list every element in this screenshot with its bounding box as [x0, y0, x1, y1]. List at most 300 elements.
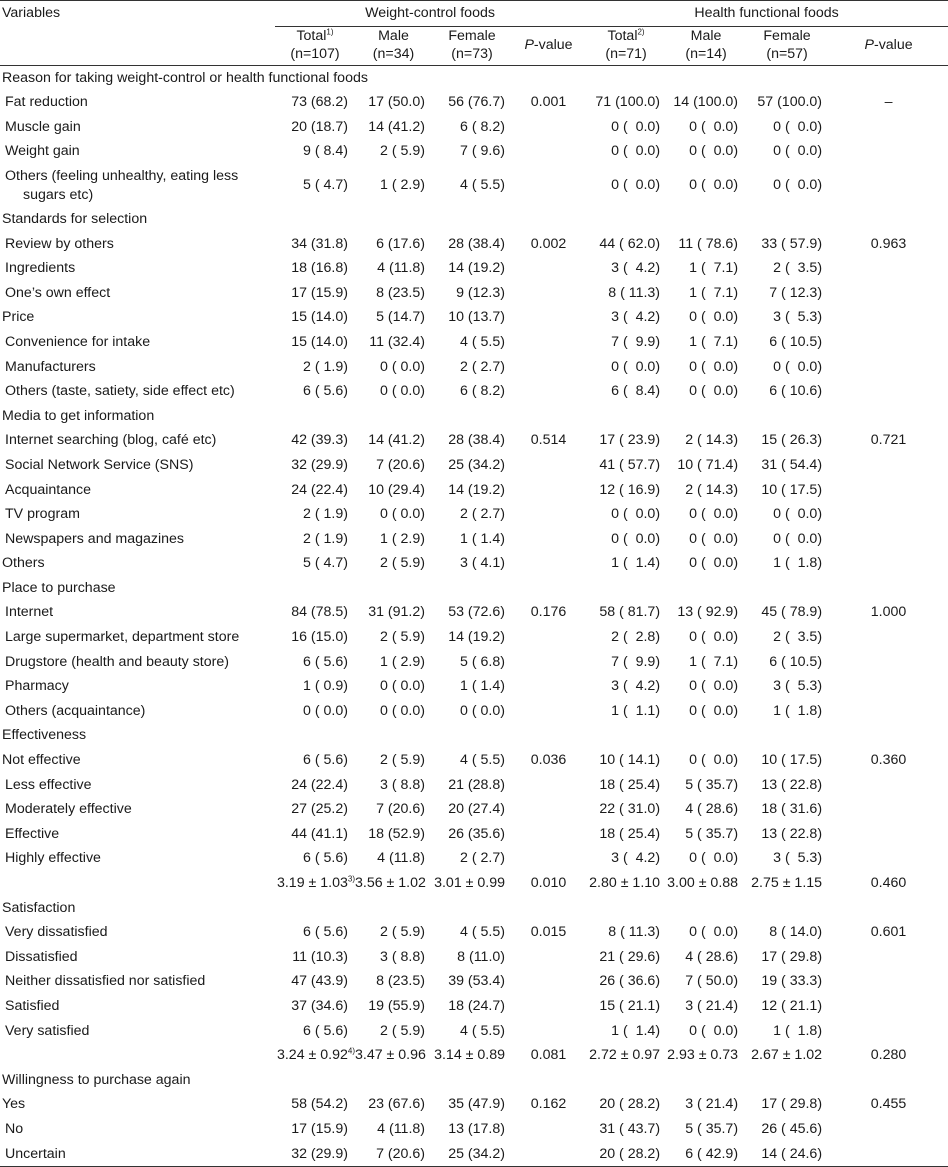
- table-row: [0, 232, 948, 257]
- p-value-cell: 0.280: [870, 1047, 907, 1064]
- table-row: [0, 281, 948, 306]
- p-value-cell: [512, 330, 585, 355]
- value-cell: 6 ( 8.2): [460, 383, 505, 400]
- p-value-cell: [512, 527, 585, 552]
- value-cell: 20 ( 28.2): [585, 1142, 667, 1167]
- row-label: Others (taste, satiety, side effect etc): [5, 383, 235, 400]
- value-cell: 7 ( 12.3): [769, 284, 823, 301]
- section-row: [0, 207, 948, 232]
- value-cell: 0 ( 0.0): [689, 555, 739, 572]
- p-value-cell: [512, 994, 585, 1019]
- value-cell: 21 ( 29.6): [599, 948, 661, 965]
- table-row: [0, 355, 948, 380]
- value-cell: 3 ( 5.3): [773, 678, 823, 695]
- row-label: Media to get information: [2, 407, 155, 424]
- p-value-cell: 0.036: [530, 752, 567, 769]
- p-value-cell: [512, 551, 585, 576]
- value-cell: 20 (18.7): [291, 118, 348, 135]
- value-cell: [585, 65, 667, 90]
- p-value-cell: [829, 305, 948, 330]
- p-value-cell: [512, 1068, 585, 1093]
- value-cell: 12 ( 16.9): [599, 481, 661, 498]
- value-cell: [745, 896, 829, 921]
- table-row: [0, 139, 948, 164]
- p-value-cell: [829, 115, 948, 140]
- p-value-cell: [512, 502, 585, 527]
- value-cell: 31 (91.2): [368, 604, 425, 621]
- value-cell: 1 ( 1.4): [611, 1022, 661, 1039]
- value-cell: 0 ( 0.0): [303, 702, 348, 719]
- p-value-cell: [829, 164, 948, 207]
- value-cell: 24 (22.4): [291, 481, 348, 498]
- p-value-cell: [512, 379, 585, 404]
- value-cell: 0 ( 0.0): [689, 702, 739, 719]
- value-cell: 18 (24.7): [448, 997, 505, 1014]
- value-cell: [585, 896, 667, 921]
- p-value-cell: 0.963: [870, 235, 907, 252]
- value-cell: 26 ( 45.6): [761, 1120, 823, 1137]
- value-cell: $3.19 \pm 1.03^{3)}$: [276, 874, 355, 891]
- value-cell: [667, 576, 745, 601]
- table-row: [0, 502, 948, 527]
- p-value-cell: [829, 404, 948, 429]
- value-cell: 5 ( 6.8): [460, 653, 505, 670]
- table-row: [0, 674, 948, 699]
- value-cell: 1 ( 1.4): [460, 678, 505, 695]
- value-cell: 6 ( 5.6): [303, 924, 348, 941]
- value-cell: 4 ( 5.5): [460, 1022, 505, 1039]
- value-cell: 1 ( 2.9): [380, 653, 425, 670]
- value-cell: 18 (16.8): [291, 260, 348, 277]
- p-value-cell: 0.721: [870, 432, 907, 449]
- column-header: [667, 26, 745, 65]
- p-value-cell: [829, 699, 948, 724]
- value-cell: 19 ( 33.3): [761, 973, 823, 990]
- value-cell: 3.47 ± 0.96: [355, 1047, 426, 1064]
- value-cell: 2 ( 5.9): [380, 629, 425, 646]
- value-cell: 20 ( 28.2): [599, 1096, 661, 1113]
- table-row: [0, 478, 948, 503]
- column-header-label: Male: [690, 27, 722, 44]
- value-cell: [585, 1068, 667, 1093]
- p-value-cell: [829, 846, 948, 871]
- value-cell: 15 (14.0): [291, 309, 348, 326]
- value-cell: 0 ( 0.0): [689, 752, 739, 769]
- value-cell: 14 (19.2): [448, 260, 505, 277]
- value-cell: 11 (10.3): [292, 948, 348, 965]
- p-value-cell: [829, 379, 948, 404]
- value-cell: 0 ( 0.0): [773, 143, 823, 160]
- value-cell: 20 (27.4): [448, 801, 505, 818]
- p-value-cell: [512, 650, 585, 675]
- value-cell: 13 (17.8): [448, 1120, 505, 1137]
- column-header: [432, 26, 512, 65]
- table-row: [0, 625, 948, 650]
- table-row: [0, 527, 948, 552]
- p-value-cell: [829, 355, 948, 380]
- value-cell: 0 ( 0.0): [460, 702, 505, 719]
- value-cell: [667, 404, 745, 429]
- value-cell: 0 ( 0.0): [689, 924, 739, 941]
- value-cell: 0 ( 0.0): [611, 530, 661, 547]
- p-value-cell: –: [884, 94, 893, 111]
- value-cell: 2 ( 5.9): [380, 752, 425, 769]
- value-cell: 10 ( 17.5): [761, 752, 823, 769]
- value-cell: [432, 207, 512, 232]
- p-value-cell: [512, 355, 585, 380]
- value-cell: [275, 576, 355, 601]
- p-value-cell: [512, 164, 585, 207]
- value-cell: 31 ( 54.4): [761, 456, 823, 473]
- row-label: Pharmacy: [5, 678, 69, 695]
- value-cell: 2 ( 2.8): [611, 629, 661, 646]
- value-cell: 5 ( 4.7): [303, 555, 348, 572]
- table-row: [0, 600, 948, 625]
- value-cell: 17 (15.9): [291, 284, 348, 301]
- value-cell: 47 (43.9): [291, 973, 348, 990]
- row-label: Large supermarket, department store: [5, 629, 240, 646]
- value-cell: 33 ( 57.9): [761, 235, 823, 252]
- p-value-cell: [829, 625, 948, 650]
- section-row: [0, 1068, 948, 1093]
- value-cell: 84 (78.5): [291, 604, 348, 621]
- row-label: Manufacturers: [5, 358, 96, 375]
- column-sample-size: (n=71): [605, 45, 647, 62]
- p-value-cell: [512, 281, 585, 306]
- p-value-cell: [512, 723, 585, 748]
- value-cell: 15 ( 21.1): [599, 997, 661, 1014]
- table-row: [0, 945, 948, 970]
- value-cell: 13 ( 92.9): [677, 604, 739, 621]
- p-value-cell: [512, 797, 585, 822]
- p-value-cell: [829, 945, 948, 970]
- value-cell: 14 (100.0): [673, 94, 739, 111]
- table-row: [0, 797, 948, 822]
- value-cell: 2 ( 1.9): [303, 506, 348, 523]
- value-cell: 4 (11.8): [377, 1120, 425, 1137]
- value-cell: 53 (72.6): [448, 604, 505, 621]
- p-value-cell: [512, 674, 585, 699]
- value-cell: 12 ( 21.1): [761, 997, 823, 1014]
- section-row: [0, 404, 948, 429]
- value-cell: 2 ( 2.7): [460, 850, 505, 867]
- p-value-cell: 0.162: [530, 1096, 567, 1113]
- value-cell: 18 ( 25.4): [599, 776, 661, 793]
- value-cell: 2 ( 5.9): [380, 555, 425, 572]
- value-cell: 2 ( 1.9): [303, 530, 348, 547]
- p-value-cell: [512, 256, 585, 281]
- value-cell: 6 ( 5.6): [303, 653, 348, 670]
- value-cell: 2 ( 2.7): [460, 506, 505, 523]
- row-label: [0, 871, 275, 896]
- row-label: Others (acquaintance): [5, 702, 146, 719]
- section-row: [0, 305, 948, 330]
- value-cell: 42 (39.3): [291, 432, 348, 449]
- value-cell: 6 ( 5.6): [303, 850, 348, 867]
- column-header-label: Total: [607, 27, 638, 44]
- value-cell: [667, 896, 745, 921]
- value-cell: 17 (50.0): [368, 94, 425, 111]
- row-label: Internet: [5, 604, 54, 621]
- value-cell: 16 (15.0): [291, 629, 348, 646]
- value-cell: [355, 207, 432, 232]
- value-cell: 0 ( 0.0): [689, 629, 739, 646]
- p-value-cell: [512, 699, 585, 724]
- group-health-functional-header: Health functional foods: [585, 1, 948, 27]
- section-row: [0, 65, 948, 90]
- row-label: Yes: [2, 1096, 26, 1113]
- value-cell: 3 ( 4.2): [611, 309, 661, 326]
- value-cell: 3 ( 4.2): [611, 850, 661, 867]
- value-cell: 3 ( 5.3): [773, 309, 823, 326]
- column-header-label: P-value: [524, 36, 573, 53]
- table-row: [0, 822, 948, 847]
- value-cell: 4 ( 5.5): [460, 333, 505, 350]
- value-cell: 2.80 ± 1.10: [589, 875, 661, 891]
- value-cell: [355, 896, 432, 921]
- header-group-row: [0, 1, 948, 27]
- row-label: Satisfied: [5, 997, 60, 1014]
- value-cell: 2.75 ± 1.15: [751, 875, 823, 891]
- row-label: Drugstore (health and beauty store): [5, 653, 229, 670]
- p-value-cell: [829, 797, 948, 822]
- p-value-cell: [829, 674, 948, 699]
- footnote-marker: 3): [347, 874, 355, 884]
- value-cell: 5 ( 35.7): [685, 776, 739, 793]
- value-cell: 4 ( 5.5): [460, 177, 505, 194]
- value-cell: 1 ( 0.9): [303, 678, 348, 695]
- value-cell: 2.67 ± 1.02: [751, 1047, 823, 1064]
- value-cell: 4 (11.8): [377, 850, 425, 867]
- p-value-cell: 0.455: [870, 1096, 907, 1113]
- row-label: No: [5, 1120, 24, 1137]
- column-sample-size: (n=107): [290, 45, 340, 62]
- row-label: Newspapers and magazines: [5, 530, 185, 547]
- p-value-cell: [829, 551, 948, 576]
- value-cell: 6 ( 10.5): [769, 333, 823, 350]
- p-value-cell: [829, 527, 948, 552]
- p-value-cell: 0.001: [530, 94, 567, 111]
- row-label: Effective: [5, 825, 60, 842]
- table-row: [0, 773, 948, 798]
- value-cell: [275, 207, 355, 232]
- value-cell: 0 ( 0.0): [689, 678, 739, 695]
- table-row: [0, 453, 948, 478]
- p-value-cell: [512, 1117, 585, 1142]
- p-value-cell: 0.601: [870, 924, 907, 941]
- value-cell: 56 (76.7): [448, 94, 505, 111]
- value-cell: 6 ( 5.6): [303, 383, 348, 400]
- row-label: [0, 1043, 275, 1068]
- p-value-cell: [512, 478, 585, 503]
- value-cell: 22 ( 31.0): [599, 801, 661, 818]
- value-cell: 13 ( 22.8): [761, 825, 823, 842]
- value-cell: 14 (19.2): [448, 629, 505, 646]
- p-value-cell: [829, 1019, 948, 1044]
- value-cell: 0 ( 0.0): [689, 530, 739, 547]
- row-label-continued: sugars etc): [23, 186, 94, 203]
- value-cell: 1 ( 1.4): [460, 530, 505, 547]
- p-value-cell: [512, 404, 585, 429]
- value-cell: 3.56 ± 1.02: [355, 875, 426, 891]
- row-label: Neither dissatisfied nor satisfied: [5, 973, 206, 990]
- value-cell: 1 ( 7.1): [689, 653, 739, 670]
- value-cell: 2 ( 3.5): [773, 260, 823, 277]
- value-cell: [355, 723, 432, 748]
- value-cell: 17 ( 23.9): [599, 432, 661, 449]
- p-value-cell: [829, 1068, 948, 1093]
- value-cell: 1 ( 7.1): [689, 260, 739, 277]
- value-cell: 24 (22.4): [291, 776, 348, 793]
- value-cell: 13 ( 22.8): [761, 776, 823, 793]
- value-cell: 6 ( 8.4): [611, 383, 661, 400]
- value-cell: 0 ( 0.0): [773, 177, 823, 194]
- value-cell: 3 ( 8.8): [380, 948, 425, 965]
- p-value-cell: [829, 478, 948, 503]
- p-value-cell: [829, 773, 948, 798]
- value-cell: 0 ( 0.0): [689, 358, 739, 375]
- p-value-cell: [512, 453, 585, 478]
- value-cell: 32 (29.9): [275, 1142, 355, 1167]
- table-row: [0, 699, 948, 724]
- value-cell: 8 (23.5): [376, 284, 425, 301]
- value-cell: 0 ( 0.0): [689, 177, 739, 194]
- value-cell: 15 ( 26.3): [761, 432, 823, 449]
- value-cell: [585, 404, 667, 429]
- row-label: Moderately effective: [5, 801, 132, 818]
- value-cell: [432, 723, 512, 748]
- value-cell: 2.93 ± 0.73: [667, 1047, 739, 1064]
- value-cell: 18 (52.9): [368, 825, 425, 842]
- value-cell: 0 ( 0.0): [611, 143, 661, 160]
- value-cell: 3.00 ± 0.88: [667, 875, 739, 891]
- value-cell: 26 (35.6): [448, 825, 505, 842]
- p-value-cell: [512, 1142, 585, 1167]
- value-cell: 10 ( 71.4): [677, 456, 739, 473]
- value-cell: 3.14 ± 0.89: [434, 1047, 505, 1064]
- value-cell: [432, 1068, 512, 1093]
- section-row: [0, 551, 948, 576]
- value-cell: 58 ( 81.7): [599, 604, 661, 621]
- value-cell: 4 ( 5.5): [460, 924, 505, 941]
- p-value-cell: [829, 330, 948, 355]
- value-cell: 0 ( 0.0): [773, 118, 823, 135]
- value-cell: 2 ( 2.7): [460, 358, 505, 375]
- section-row: [0, 723, 948, 748]
- p-value-cell: [512, 945, 585, 970]
- value-cell: 10 ( 14.1): [599, 752, 661, 769]
- p-value-cell: 0.514: [530, 432, 567, 449]
- table-row: [0, 90, 948, 115]
- p-value-cell: [512, 207, 585, 232]
- value-cell: 6 ( 10.6): [769, 383, 823, 400]
- value-cell: 0 ( 0.0): [611, 177, 661, 194]
- p-value-cell: 0.015: [530, 924, 567, 941]
- value-cell: [355, 404, 432, 429]
- column-sample-size: (n=57): [766, 45, 808, 62]
- row-label: Highly effective: [5, 850, 101, 867]
- row-label: Others: [2, 555, 45, 572]
- value-cell: 3 ( 4.2): [611, 260, 661, 277]
- p-value-cell: 0.460: [870, 875, 907, 891]
- value-cell: 0 ( 0.0): [689, 383, 739, 400]
- row-label: Price: [2, 309, 35, 326]
- table-row: [0, 1142, 948, 1167]
- value-cell: 2 ( 5.9): [380, 143, 425, 160]
- column-sample-size: (n=34): [372, 45, 415, 62]
- value-cell: 0 ( 0.0): [689, 143, 739, 160]
- value-cell: 37 (34.6): [291, 997, 348, 1014]
- value-cell: [585, 576, 667, 601]
- value-cell: 3 ( 8.8): [380, 776, 425, 793]
- value-cell: 25 (34.2): [448, 456, 505, 473]
- value-cell: 6 ( 5.6): [303, 1022, 348, 1039]
- table-row: [0, 920, 948, 945]
- column-header-label: Male: [378, 27, 409, 44]
- value-cell: 11 (32.4): [369, 333, 425, 350]
- value-cell: 57 (100.0): [757, 94, 823, 111]
- p-value-cell: [829, 969, 948, 994]
- p-value-cell: [829, 994, 948, 1019]
- value-cell: 9 ( 8.4): [303, 143, 348, 160]
- value-cell: [275, 404, 355, 429]
- group-weight-control-header: Weight-control foods: [275, 1, 585, 27]
- row-label: Weight gain: [5, 143, 80, 160]
- value-cell: 35 (47.9): [448, 1096, 505, 1113]
- value-cell: 5 ( 35.7): [685, 1120, 739, 1137]
- row-label: Satisfaction: [2, 899, 76, 916]
- column-header-label: Total: [296, 27, 327, 44]
- value-cell: [667, 65, 745, 90]
- value-cell: [745, 65, 829, 90]
- p-value-cell: [829, 139, 948, 164]
- value-cell: [585, 207, 667, 232]
- value-cell: 3 ( 21.4): [685, 1096, 739, 1113]
- value-cell: 1 ( 7.1): [689, 284, 739, 301]
- value-cell: 2 ( 5.9): [380, 1022, 425, 1039]
- p-value-cell: [512, 822, 585, 847]
- value-cell: [432, 576, 512, 601]
- value-cell: 2 ( 3.5): [773, 629, 823, 646]
- value-cell: 21 (28.8): [448, 776, 505, 793]
- row-label: Others (feeling unhealthy, eating less sugars etc): [5, 167, 239, 203]
- value-cell: [275, 896, 355, 921]
- value-cell: 2 ( 14.3): [685, 481, 739, 498]
- value-cell: 4 (11.8): [377, 260, 425, 277]
- value-cell: 1 ( 1.8): [773, 555, 823, 572]
- p-value-cell: [512, 65, 585, 90]
- value-cell: 73 (68.2): [291, 94, 348, 111]
- value-cell: 58 (54.2): [291, 1096, 348, 1113]
- table-row: [0, 256, 948, 281]
- value-cell: 14 ( 24.6): [745, 1142, 829, 1167]
- value-cell: 39 (53.4): [448, 973, 505, 990]
- p-value-cell: [829, 281, 948, 306]
- variables-header: Variables: [0, 1, 275, 66]
- section-row: [0, 896, 948, 921]
- value-cell: 10 (29.4): [368, 481, 425, 498]
- p-value-cell: [829, 576, 948, 601]
- row-label: Effectiveness: [2, 727, 87, 744]
- value-cell: 0 ( 0.0): [380, 678, 425, 695]
- p-value-cell: [512, 773, 585, 798]
- value-cell: 0 ( 0.0): [773, 358, 823, 375]
- value-cell: 11 ( 78.6): [678, 235, 739, 252]
- value-cell: 2 ( 5.9): [380, 924, 425, 941]
- value-cell: 71 (100.0): [595, 94, 661, 111]
- value-cell: 8 (11.0): [457, 948, 505, 965]
- value-cell: [745, 404, 829, 429]
